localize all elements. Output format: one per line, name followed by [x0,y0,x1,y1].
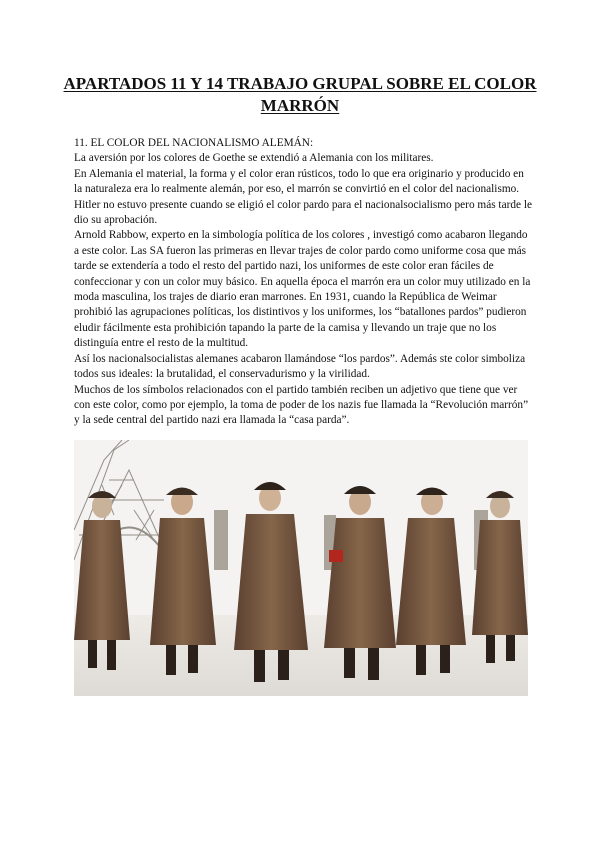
armband [329,550,343,562]
paragraph-5: Muchos de los símbolos relacionados con el partido también reciben un adjetivo que tiene que ver con este color, como por ejemplo, la toma de poder de los nazis fue llamada la “Revolución marrón” y la sede central del partido nazi era llamada la “casa parda”. [74,383,529,427]
paragraph-1: La aversión por los colores de Goethe se extendió a Alemania con los militares. [74,152,434,165]
paragraph-2: En Alemania el material, la forma y el color eran rústicos, todo lo que era originario y producido en la naturaleza era lo realmente alemán, por eso, el marrón se convirtió en el color del nacionalismo. Hitler no estuvo presente cuando se eligió el color pardo para el nacionalsocialismo pero más tarde le dio su aprobación. [74,167,532,227]
historical-photo [74,440,528,696]
photo-illustration [74,440,528,696]
paragraph-3: Arnold Rabbow, experto en la simbología política de los colores , investigó como acabaron llegando a este color. Las SA fueron las primeras en llevar trajes de color pardo como uniforme cosa que más tarde se extendería a todo el resto del partido nazi, los uniformes de este color eran fáciles de confeccionar y con un color muy básico. En aquella época el marrón era un color muy utilizado en la moda masculina, los trajes de diario eran marrones. En 1931, cuando la República de Weimar prohibió las agrupaciones políticas, los distintivos y los uniformes, los “batallones pardos” pudieron eludir fácilmente esta prohibición tapando la parte de la camisa y llevando un traje que no los distinguía entre el resto de la multitud. [74,229,531,350]
document-body [74,136,534,429]
section-heading: 11. EL COLOR DEL NACIONALISMO ALEMÁN: [74,137,314,149]
paragraph-4: Así los nacionalsocialistas alemanes acabaron llamándose “los pardos”. Además ste color simboliza todos sus ideales: la brutalidad, el conservadurismo y la virilidad. [74,352,526,381]
document-title: APARTADOS 11 Y 14 TRABAJO GRUPAL SOBRE EL COLOR MARRÓN [63,74,537,115]
